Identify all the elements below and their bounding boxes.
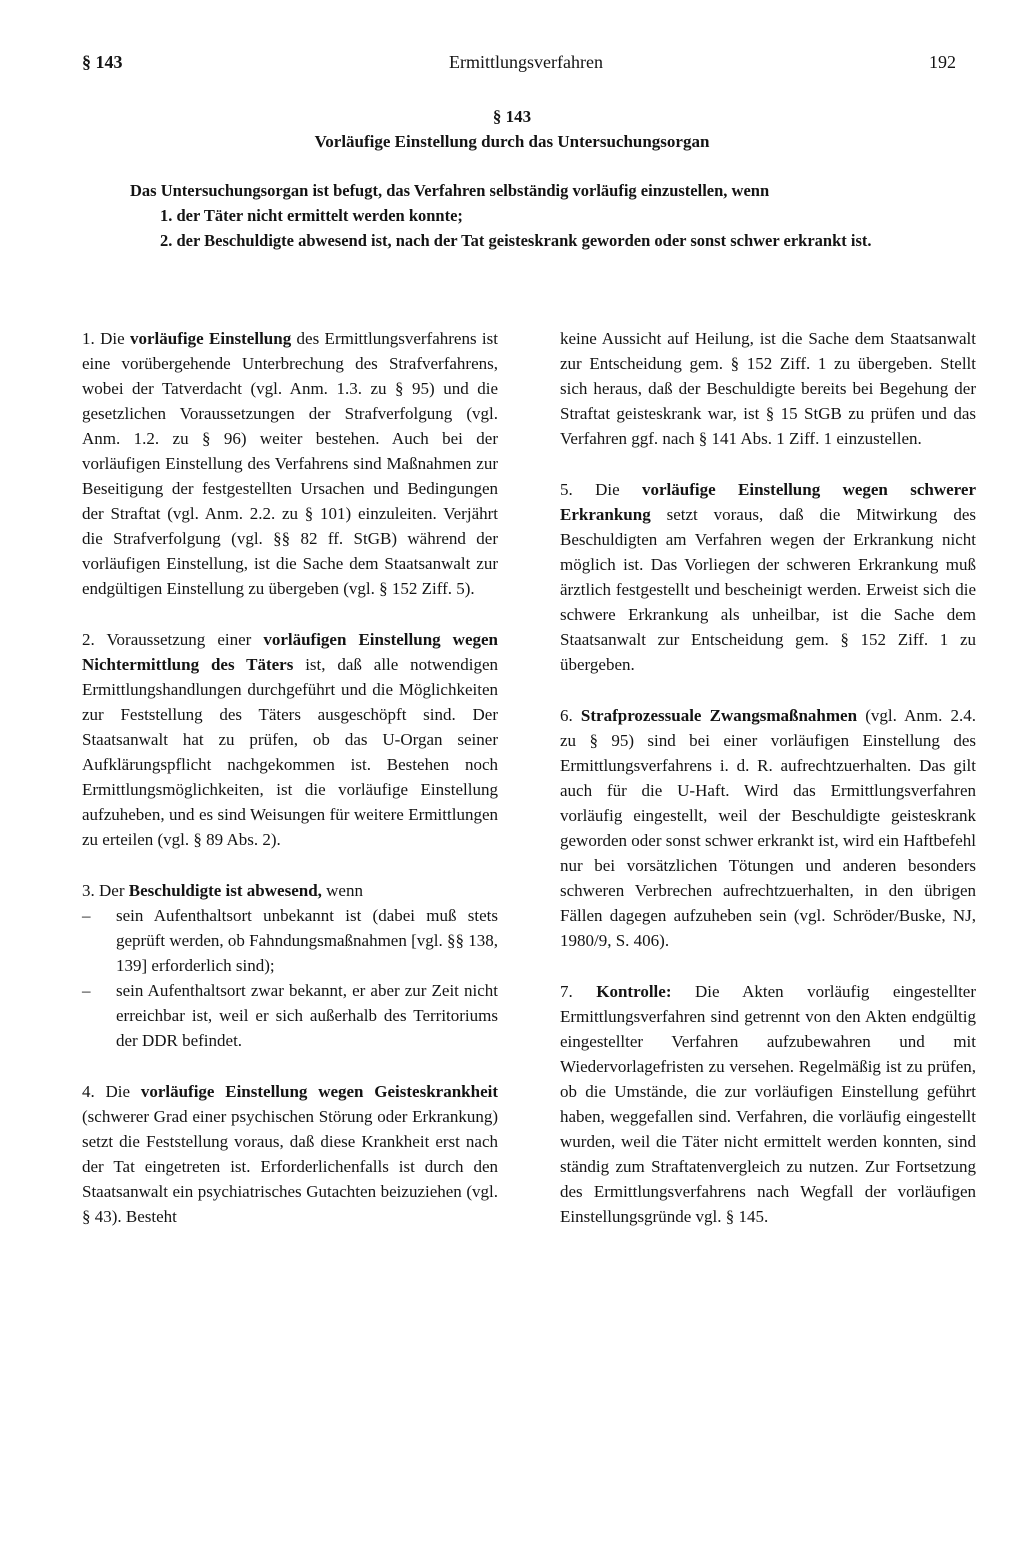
section-title: Vorläufige Einstellung durch das Untersuchungsorgan: [314, 132, 710, 151]
annotation-keyword: Kontrolle:: [596, 982, 672, 1001]
dash-list: [82, 903, 498, 1053]
running-header: [82, 52, 956, 78]
statute-item-2: 2. der Beschuldigte abwesend ist, nach der Tat geisteskrank geworden oder sonst schwer erkrankt ist.: [160, 231, 872, 250]
annotation-number: 6.: [560, 706, 581, 725]
annotation-text: (vgl. Anm. 2.4. zu § 95) sind bei einer vorläufigen Einstellung des Ermittlungsverfahrens i. d. R. aufrechtzuerhalten. Das gilt auch für die U-Haft. Wird das Ermittlungsverfahren vorläufig eingestellt, weil der Beschuldigte geisteskrank geworden oder sonst schwer erkrankt ist, wird ein Haftbefehl nur bei vorsätzlichen Tötungen und anderen besonders schweren Verbrechen aufrechtzuerhalten, in den übrigen Fällen dagegen aufzuheben sein (vgl. Schröder/Buske, NJ, 1980/9, S. 406).: [560, 706, 976, 950]
header-chapter-title: Ermittlungsverfahren: [449, 52, 603, 72]
annotation-keyword: Beschuldigte ist abwesend,: [128, 881, 322, 900]
annotation-number: 1. Die: [82, 329, 130, 348]
statute-intro: Das Untersuchungsorgan ist befugt, das Verfahren selbständig vorläufig einzustellen, wenn: [130, 181, 770, 200]
section-heading: [0, 104, 1024, 154]
annotation-1: [82, 326, 498, 601]
annotation-text: ist, daß alle notwendigen Ermittlungshandlungen durchgeführt und die Möglichkeiten zur Feststellung des Täters ausgeschöpft sind. Der Staatsanwalt hat zu prüfen, ob das U-Organ seiner Aufklärungspflicht nachgekommen ist. Bestehen noch Ermittlungsmöglichkeiten, ist die vorläufige Einstellung aufzuheben, und es sind Weisungen für weitere Ermittlungen zu erteilen (vgl. § 89 Abs. 2).: [82, 655, 499, 849]
annotation-keyword: vorläufige Einstellung wegen Geisteskrankheit: [140, 1082, 498, 1101]
annotation-keyword: vorläufigen Einstellung wegen Nichtermittlung des Täters: [82, 630, 498, 674]
annotation-number: 2. Voraussetzung einer: [82, 630, 264, 649]
annotation-keyword: Strafprozessuale Zwangsmaßnahmen: [580, 706, 858, 725]
commentary-column-left: [82, 326, 498, 1255]
annotation-5: [560, 477, 976, 677]
annotation-3: [82, 878, 498, 1053]
annotation-number: 3. Der: [82, 881, 129, 900]
annotation-2: [82, 627, 498, 852]
annotation-keyword: vorläufige Einstellung: [130, 329, 292, 348]
annotation-4: [82, 1079, 498, 1229]
annotation-4-continued: keine Aussicht auf Heilung, ist die Sache dem Staatsanwalt zur Entscheidung gem. § 152 Ziff. 1 zu übergeben. Stellt sich heraus, daß der Beschuldigte bereits bei Begehung der Straftat geisteskrank war, ist § 15 StGB zu prüfen und das Verfahren ggf. nach § 141 Abs. 1 Ziff. 1 einzustellen.: [560, 329, 976, 448]
statute-item-1: 1. der Täter nicht ermittelt werden konnte;: [160, 206, 463, 225]
annotation-text: wenn: [321, 881, 363, 900]
annotation-7: [560, 979, 976, 1229]
list-item: – sein Aufenthaltsort zwar bekannt, er aber zur Zeit nicht erreichbar ist, weil er sich außerhalb des Territoriums der DDR befindet.: [82, 978, 498, 1053]
list-item: – sein Aufenthaltsort unbekannt ist (dabei muß stets geprüft werden, ob Fahndungsmaßnahmen [vgl. §§ 138, 139] erforderlich sind);: [82, 903, 498, 978]
annotation-keyword: vorläufige Einstellung wegen schwerer Erkrankung: [560, 480, 977, 524]
annotation-text: des Ermittlungsverfahrens ist eine vorübergehende Unterbrechung des Strafverfahrens, wobei der Tatverdacht (vgl. Anm. 1.3. zu § 95) und die gesetzlichen Voraussetzungen der Strafverfolgung (vgl. Anm. 1.2. zu § 96) weiter bestehen. Auch bei der vorläufigen Einstellung des Verfahrens sind Maßnahmen zur Beseitigung der festgestellten Ursachen und Bedingungen der Straftat (vgl. Anm. 2.2. zu § 101) einzuleiten. Verjährt die Strafverfolgung (vgl. §§ 82 ff. StGB) während der vorläufigen Einstellung, ist die Sache dem Staatsanwalt zur endgültigen Einstellung zu übergeben (vgl. § 152 Ziff. 5).: [82, 329, 498, 598]
section-number: § 143: [492, 107, 532, 126]
annotation-number: 7.: [560, 982, 597, 1001]
commentary-column-right: [560, 326, 976, 1255]
header-section-ref: § 143: [82, 52, 123, 72]
annotation-text: Die Akten vorläufig eingestellter Ermittlungsverfahren sind getrennt von den Akten endgültig eingestellter Verfahren aufzubewahren und mit Wiedervorlagefristen zu versehen. Regelmäßig ist zu prüfen, ob die Umstände, die zur vorläufigen Einstellung geführt haben, weggefallen sind. Verfahren, die vorläufig eingestellt wurden, weil die Täter nicht ermittelt werden konnten, sind ständig zum Straftatenvergleich zu nutzen. Zur Fortsetzung des Ermittlungsverfahrens nach Wegfall der vorläufigen Einstellungsgründe vgl. § 145.: [560, 982, 977, 1226]
annotation-text: (schwerer Grad einer psychischen Störung oder Erkrankung) setzt die Feststellung voraus, daß diese Krankheit erst nach der Tat eingetreten ist. Erforderlichenfalls ist durch den Staatsanwalt ein psychiatrisches Gutachten beizuziehen (vgl. § 43). Besteht: [82, 1107, 498, 1226]
annotation-text: setzt voraus, daß die Mitwirkung des Beschuldigten am Verfahren wegen der Erkrankung nicht möglich ist. Das Vorliegen der schweren Erkrankung muß ärztlich festgestellt und bescheinigt werden. Erweist sich die schwere Erkrankung als unheilbar, ist die Sache dem Staatsanwalt zur Entscheidung gem. § 152 Ziff. 1 zu übergeben.: [560, 505, 976, 674]
annotation-number: 4. Die: [82, 1082, 141, 1101]
annotation-number: 5. Die: [560, 480, 643, 499]
header-page-number: 192: [929, 52, 956, 72]
annotation-6: [560, 703, 976, 953]
statute-text: [130, 178, 960, 253]
